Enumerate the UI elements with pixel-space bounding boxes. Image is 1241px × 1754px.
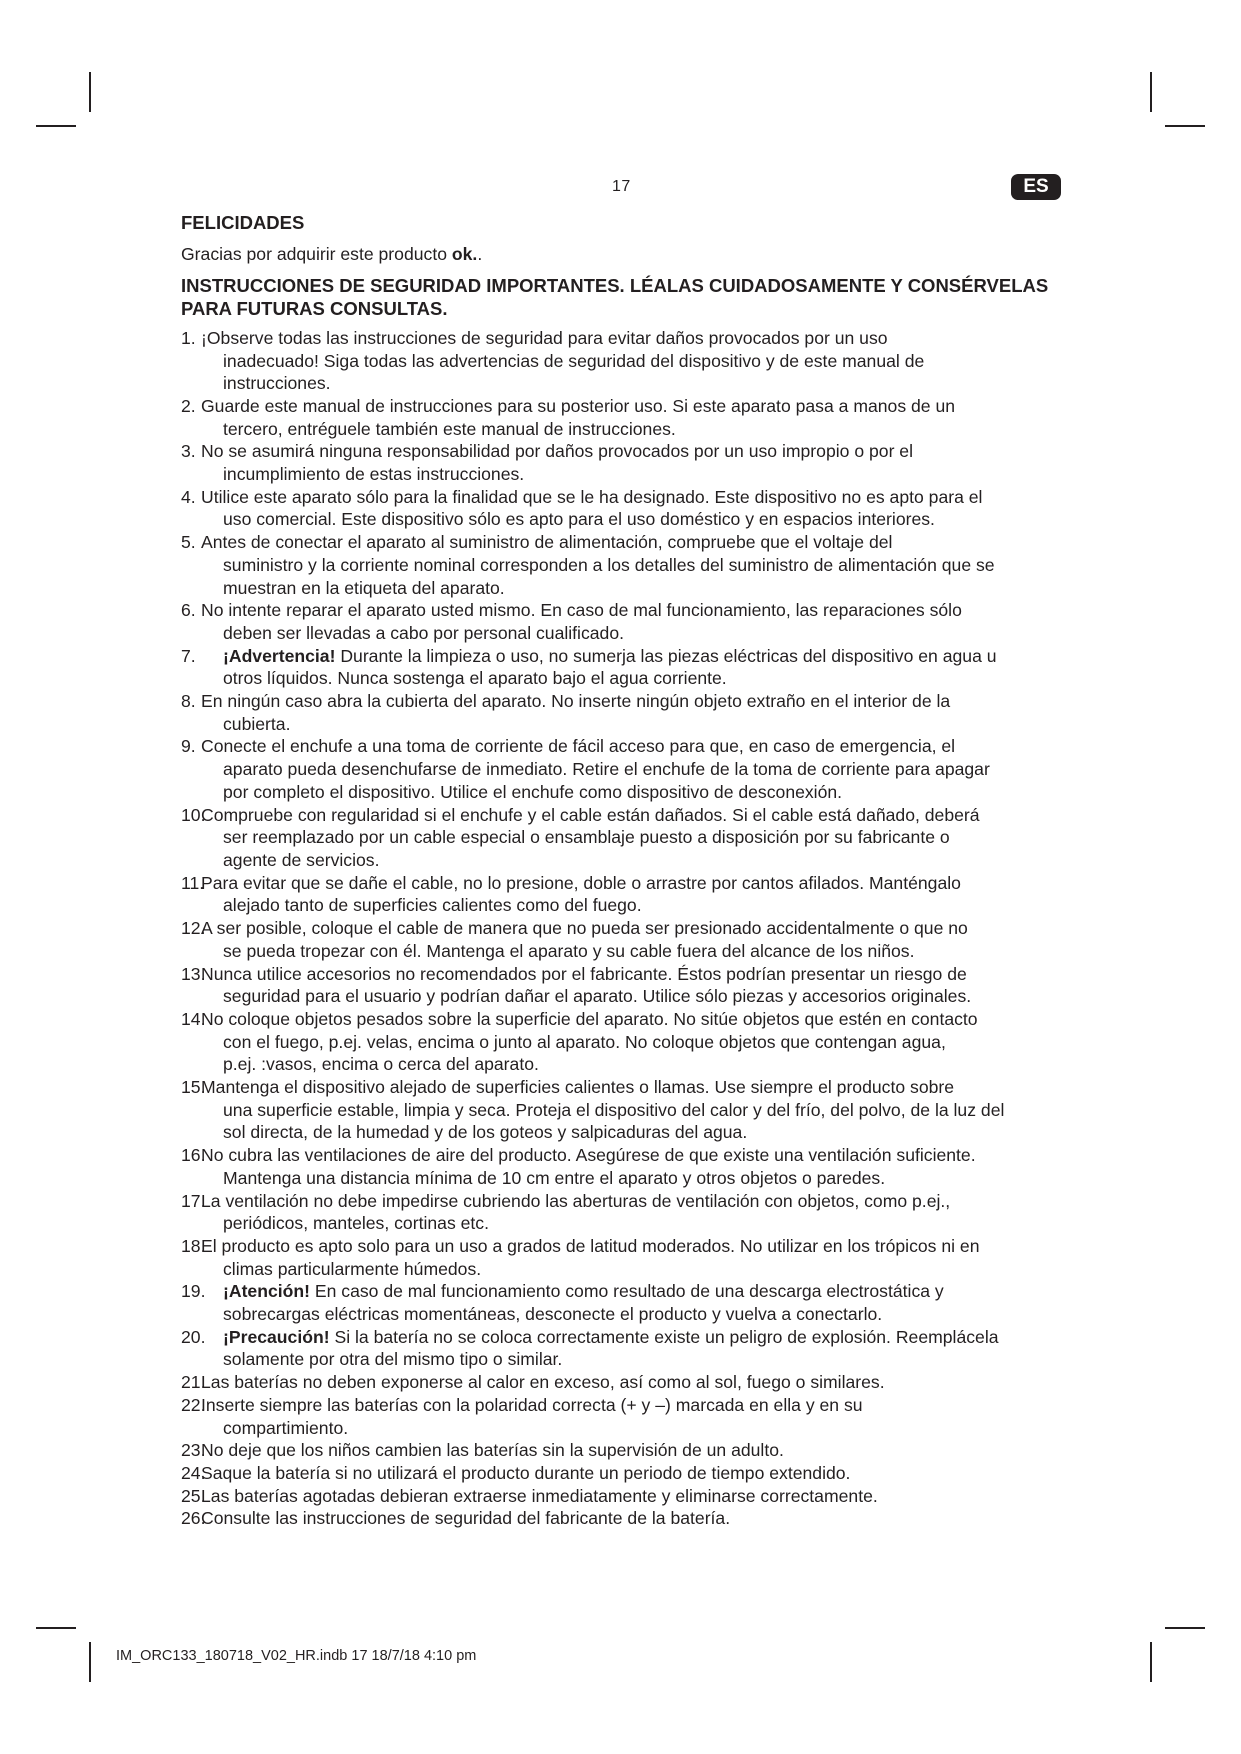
crop-mark-top-left-vertical — [89, 72, 91, 112]
instruction-number: 25. — [181, 1485, 206, 1506]
instruction-first-line — [201, 804, 1061, 827]
instruction-warning-label: ¡Precaución! — [223, 1326, 330, 1347]
thanks-suffix: . — [477, 243, 483, 264]
instruction-number: 12. — [181, 918, 206, 939]
instruction-first-line — [201, 690, 1061, 713]
instruction-continuation-line: aparato pueda desenchufarse de inmediato. Retire el enchufe de la toma de corriente para apagar — [223, 759, 990, 780]
instruction-first-line — [201, 1507, 1061, 1530]
instruction-text: A ser posible, coloque el cable de manera que no pueda ser presionado accidentalmente o que no — [201, 918, 968, 939]
instruction-first-line — [201, 1190, 1061, 1213]
instruction-continuation-line: solamente por otra del mismo tipo o similar. — [223, 1349, 563, 1370]
instruction-item — [181, 395, 1061, 440]
instruction-warning-label: ¡Advertencia! — [223, 645, 336, 666]
instruction-item — [181, 1485, 1061, 1508]
instruction-number: 9. — [181, 736, 196, 757]
crop-mark-bottom-left-vertical — [89, 1642, 91, 1682]
instruction-number: 21. — [181, 1372, 206, 1393]
instruction-item — [181, 1190, 1061, 1235]
instruction-first-line — [201, 963, 1061, 986]
instruction-item — [181, 1076, 1061, 1144]
language-badge: ES — [1011, 174, 1061, 200]
instruction-continuation-line: por completo el dispositivo. Utilice el enchufe como dispositivo de desconexión. — [223, 781, 843, 802]
instruction-continuation-line: ser reemplazado por un cable especial o ensamblaje puesto a disposición por su fabricante o — [223, 827, 950, 848]
instruction-text: Antes de conectar el aparato al suministro de alimentación, compruebe que el voltaje del — [201, 532, 893, 553]
instruction-number: 1. — [181, 327, 196, 348]
instruction-first-line — [201, 486, 1061, 509]
crop-mark-bottom-left-horizontal — [36, 1627, 76, 1629]
instruction-item — [181, 804, 1061, 872]
instruction-number: 3. — [181, 441, 196, 462]
instruction-text: No coloque objetos pesados sobre la superficie del aparato. No sitúe objetos que estén en contacto — [201, 1008, 978, 1029]
brand-name: ok. — [451, 243, 478, 264]
crop-mark-top-right-horizontal — [1165, 125, 1205, 127]
instruction-text: ¡Observe todas las instrucciones de seguridad para evitar daños provocados por un uso — [201, 327, 888, 348]
instruction-number: 5. — [181, 532, 196, 553]
instruction-continuation-line: suministro y la corriente nominal corresponden a los detalles del suministro de alimentación que se — [223, 554, 995, 575]
instruction-text: No cubra las ventilaciones de aire del producto. Asegúrese de que existe una ventilación suficiente. — [201, 1145, 976, 1166]
instruction-text: Consulte las instrucciones de seguridad del fabricante de la batería. — [201, 1508, 731, 1529]
instruction-first-line — [201, 1394, 1061, 1417]
instruction-continuation-line: cubierta. — [223, 713, 291, 734]
instruction-number: 23. — [181, 1440, 206, 1461]
crop-mark-bottom-right-vertical — [1150, 1642, 1152, 1682]
instruction-text: Utilice este aparato sólo para la finalidad que se le ha designado. Este dispositivo no es apto para el — [201, 486, 983, 507]
instruction-number: 2. — [181, 395, 196, 416]
instruction-continuation-line: incumplimiento de estas instrucciones. — [223, 464, 525, 485]
instruction-item — [181, 1326, 1061, 1371]
instruction-text: El producto es apto solo para un uso a grados de latitud moderados. No utilizar en los trópicos ni en — [201, 1235, 980, 1256]
instruction-item — [181, 1144, 1061, 1189]
instruction-continuation-line: inadecuado! Siga todas las advertencias de seguridad del dispositivo y de este manual de — [223, 350, 925, 371]
instruction-item — [181, 872, 1061, 917]
instruction-first-line — [201, 735, 1061, 758]
instruction-continuation-line: periódicos, manteles, cortinas etc. — [223, 1213, 489, 1234]
instruction-text: Las baterías no deben exponerse al calor en exceso, así como al sol, fuego o similares. — [201, 1372, 885, 1393]
footer-file-slug: IM_ORC133_180718_V02_HR.indb 17 18/7/18 4:10 pm — [116, 1648, 477, 1664]
instruction-text: En ningún caso abra la cubierta del aparato. No inserte ningún objeto extraño en el interior de la — [201, 691, 951, 712]
instruction-text: Nunca utilice accesorios no recomendados por el fabricante. Éstos podrían presentar un riesgo de — [201, 963, 967, 984]
instruction-first-line — [223, 1280, 1061, 1303]
instruction-text: Durante la limpieza o uso, no sumerja las piezas eléctricas del dispositivo en agua u — [335, 645, 997, 666]
instruction-number: 22. — [181, 1394, 206, 1415]
instruction-number: 24. — [181, 1462, 206, 1483]
page-number: 17 — [612, 178, 631, 195]
instruction-number: 8. — [181, 691, 196, 712]
instruction-number: 4. — [181, 486, 196, 507]
instruction-item — [181, 599, 1061, 644]
instruction-number: 11. — [181, 872, 205, 893]
instruction-text: Si la batería no se coloca correctamente existe un peligro de explosión. Reemplácela — [329, 1326, 999, 1347]
instruction-item — [181, 1394, 1061, 1439]
instruction-continuation-line: seguridad para el usuario y podrían dañar el aparato. Utilice sólo piezas y accesorios originales. — [223, 986, 972, 1007]
instruction-item — [181, 1235, 1061, 1280]
instruction-warning-label: ¡Atención! — [223, 1281, 310, 1302]
instruction-text: Las baterías agotadas debieran extraerse inmediatamente y eliminarse correctamente. — [201, 1485, 878, 1506]
instruction-text: Compruebe con regularidad si el enchufe y el cable están dañados. Si el cable está dañado, deberá — [201, 804, 980, 825]
instruction-continuation-line: tercero, entréguele también este manual de instrucciones. — [223, 418, 676, 439]
instruction-text: Conecte el enchufe a una toma de corriente de fácil acceso para que, en caso de emergencia, el — [201, 736, 956, 757]
instruction-item — [181, 645, 1061, 690]
instruction-text: No intente reparar el aparato usted mismo. En caso de mal funcionamiento, las reparaciones sólo — [201, 600, 962, 621]
instruction-first-line — [201, 599, 1061, 622]
instruction-text: No se asumirá ninguna responsabilidad por daños provocados por un uso impropio o por el — [201, 441, 914, 462]
crop-mark-top-left-horizontal — [36, 125, 76, 127]
instruction-continuation-line: sol directa, de la humedad y de los goteos y salpicaduras del agua. — [223, 1122, 748, 1143]
instruction-list — [181, 327, 1061, 1530]
safety-title-line: PARA FUTURAS CONSULTAS. — [181, 298, 448, 320]
instruction-number: 19. — [181, 1281, 206, 1302]
instruction-number: 20. — [181, 1326, 206, 1347]
instruction-text: Inserte siempre las baterías con la polaridad correcta (+ y –) marcada en ella y en su — [201, 1394, 863, 1415]
instruction-item — [181, 1371, 1061, 1394]
crop-mark-top-right-vertical — [1150, 72, 1152, 112]
instruction-continuation-line: alejado tanto de superficies calientes como del fuego. — [223, 895, 642, 916]
instruction-number: 18. — [181, 1235, 206, 1256]
instruction-item — [181, 690, 1061, 735]
instruction-first-line — [201, 1235, 1061, 1258]
instruction-first-line — [201, 1076, 1061, 1099]
instruction-continuation-line: uso comercial. Este dispositivo sólo es apto para el uso doméstico y en espacios interiores. — [223, 509, 935, 530]
instruction-continuation-line: con el fuego, p.ej. velas, encima o junto al aparato. No coloque objetos que contengan agua, — [223, 1031, 946, 1052]
instruction-first-line — [201, 1144, 1061, 1167]
instruction-first-line — [201, 1371, 1061, 1394]
instruction-continuation-line: se pueda tropezar con él. Mantenga el aparato y su cable fuera del alcance de los niños. — [223, 940, 915, 961]
instruction-item — [181, 1507, 1061, 1530]
instruction-continuation-line: instrucciones. — [223, 373, 331, 394]
instruction-item — [181, 531, 1061, 599]
instruction-continuation-line: muestran en la etiqueta del aparato. — [223, 577, 505, 598]
instruction-number: 15. — [181, 1077, 206, 1098]
instruction-first-line — [201, 1008, 1061, 1031]
instruction-number: 16. — [181, 1145, 206, 1166]
safety-instructions-title — [181, 275, 1061, 320]
instruction-number: 14. — [181, 1008, 206, 1029]
instruction-first-line — [223, 1326, 1061, 1349]
instruction-text: Guarde este manual de instrucciones para su posterior uso. Si este aparato pasa a manos de un — [201, 395, 956, 416]
safety-title-line: INSTRUCCIONES DE SEGURIDAD IMPORTANTES. LÉALAS CUIDADOSAMENTE Y CONSÉRVELAS — [181, 275, 1049, 297]
instruction-text: Para evitar que se dañe el cable, no lo presione, doble o arrastre por cantos afilados. Manténgalo — [201, 872, 961, 893]
page-title: FELICIDADES — [181, 212, 305, 233]
instruction-continuation-line: compartimiento. — [223, 1417, 349, 1438]
instruction-item — [181, 486, 1061, 531]
crop-mark-bottom-right-horizontal — [1165, 1627, 1205, 1629]
instruction-continuation-line: Mantenga una distancia mínima de 10 cm entre el aparato y otros objetos o paredes. — [223, 1167, 886, 1188]
instruction-first-line — [201, 531, 1061, 554]
instruction-continuation-line: otros líquidos. Nunca sostenga el aparato bajo el agua corriente. — [223, 668, 727, 689]
instruction-item — [181, 963, 1061, 1008]
instruction-continuation-line: una superficie estable, limpia y seca. Proteja el dispositivo del calor y del frío, del polvo, de la luz del — [223, 1099, 1005, 1120]
instruction-item — [181, 735, 1061, 803]
instruction-item — [181, 917, 1061, 962]
thanks-text: Gracias por adquirir este producto — [181, 243, 452, 264]
instruction-text: En caso de mal funcionamiento como resultado de una descarga electrostática y — [309, 1281, 944, 1302]
instruction-first-line — [201, 872, 1061, 895]
instruction-item — [181, 1008, 1061, 1076]
instruction-text: Saque la batería si no utilizará el producto durante un periodo de tiempo extendido. — [201, 1462, 851, 1483]
instruction-first-line — [201, 1485, 1061, 1508]
instruction-first-line — [201, 327, 1061, 350]
instruction-item — [181, 327, 1061, 395]
instruction-text: Mantenga el dispositivo alejado de superficies calientes o llamas. Use siempre el producto sobre — [201, 1077, 955, 1098]
instruction-item — [181, 1462, 1061, 1485]
instruction-first-line — [201, 1439, 1061, 1462]
document-body — [181, 212, 1061, 1530]
instruction-number: 17. — [181, 1190, 206, 1211]
instruction-number: 6. — [181, 600, 196, 621]
instruction-item — [181, 1439, 1061, 1462]
instruction-first-line — [201, 1462, 1061, 1485]
instruction-continuation-line: p.ej. :vasos, encima o cerca del aparato. — [223, 1054, 539, 1075]
instruction-text: No deje que los niños cambien las baterías sin la supervisión de un adulto. — [201, 1440, 784, 1461]
instruction-first-line — [201, 917, 1061, 940]
thanks-line — [181, 243, 1061, 266]
instruction-number: 10. — [181, 804, 206, 825]
instruction-first-line — [201, 440, 1061, 463]
instruction-number: 13. — [181, 963, 206, 984]
instruction-continuation-line: agente de servicios. — [223, 849, 380, 870]
instruction-number: 7. — [181, 645, 196, 666]
instruction-continuation-line: sobrecargas eléctricas momentáneas, desconecte el producto y vuelva a conectarlo. — [223, 1304, 883, 1325]
instruction-first-line — [223, 645, 1061, 668]
instruction-first-line — [201, 395, 1061, 418]
instruction-number: 26. — [181, 1508, 206, 1529]
instruction-continuation-line: climas particularmente húmedos. — [223, 1258, 482, 1279]
instruction-text: La ventilación no debe impedirse cubriendo las aberturas de ventilación con objetos, como p.ej., — [201, 1190, 951, 1211]
instruction-item — [181, 440, 1061, 485]
instruction-item — [181, 1280, 1061, 1325]
instruction-continuation-line: deben ser llevadas a cabo por personal cualificado. — [223, 622, 625, 643]
